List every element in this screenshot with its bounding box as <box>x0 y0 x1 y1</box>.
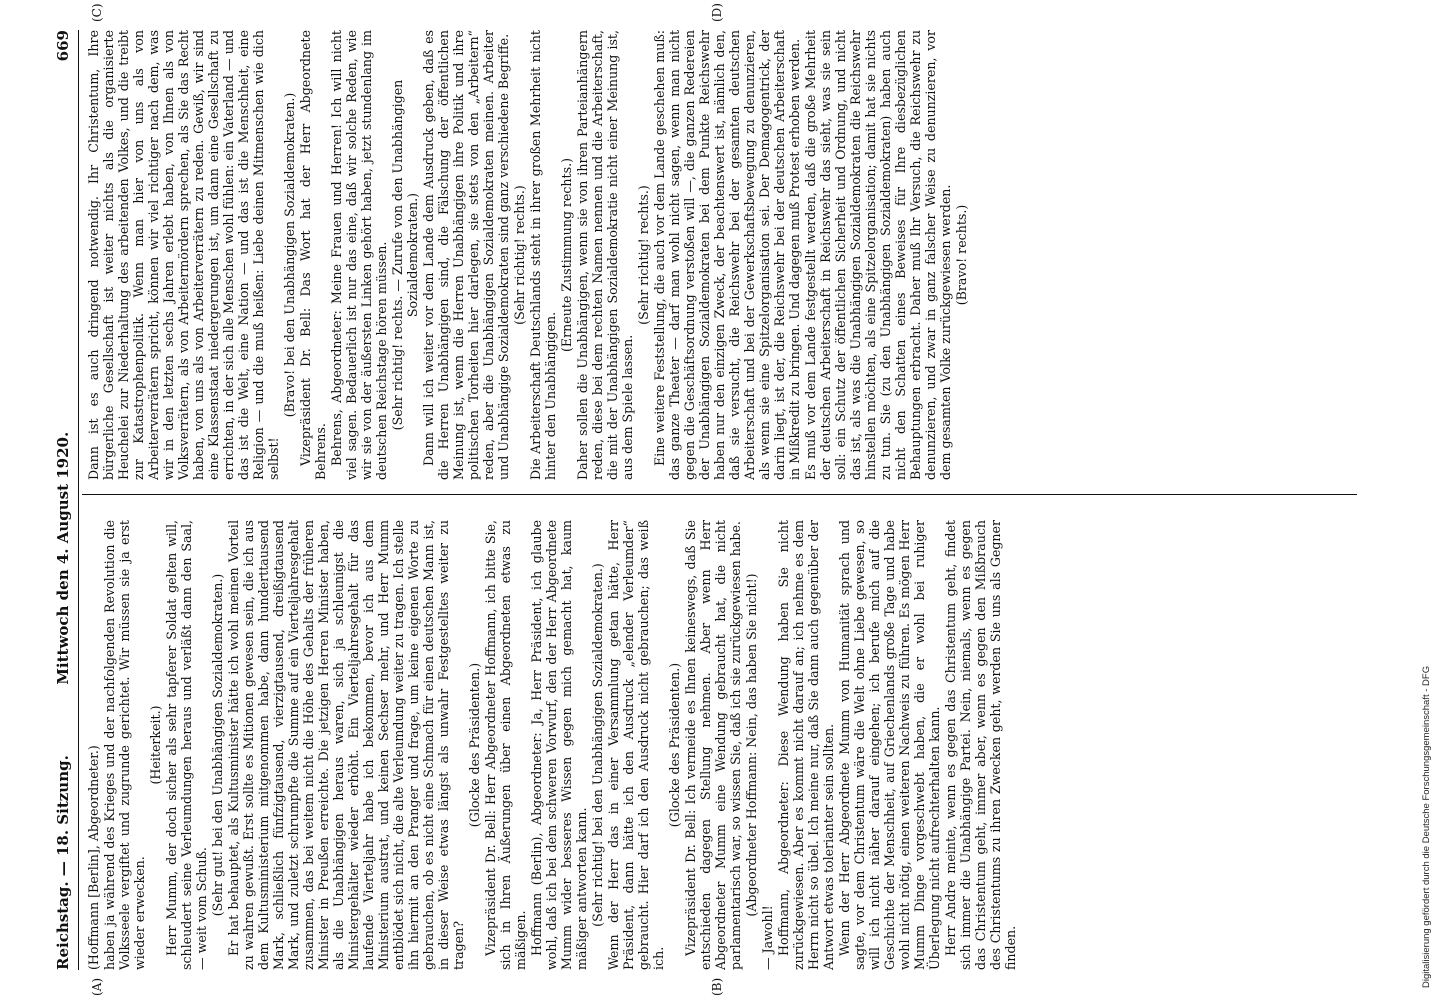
column-divider <box>82 494 1357 495</box>
page-header <box>48 30 79 970</box>
margin-marker-c: (C) <box>90 3 104 22</box>
margin-marker-a: (A) <box>90 977 104 996</box>
paragraph: Dann ist es auch dringend notwendig. Ihr Christentum, Ihre bürgerliche Gesellschaft ist weiter nichts als die organisierte Heuchelei zur Niederhaltung des arbeitenden Volkes, und die treibt zur Katastrophenpolitik. Wenn man hier von uns als von Arbeiterverrätern spricht, können wir viel richtiger nach dem, was wir in den letzten sechs Jahren erlebt haben, von Ihnen als von Volksverrätern, als von Arbeitermördern sprechen, als Sie das Recht haben, von uns als von Arbeiterverrätern zu reden. Gewiß, wir sind eine Klassenstaat niedergerungen ist, um dann eine Gesellschaft zu errichten, in der sich alle Menschen wohl fühlen: ein Vaterland — und das ist die Welt, eine Nation — und das ist die Menschheit, eine Religion — und die muß heißen: Liebe deinen Mitmenschen wie dich selbst! <box>86 30 281 480</box>
interjection: (Erneute Zustimmung rechts.) <box>559 158 574 352</box>
interjection: (Sehr richtig! rechts. — Zurufe von den Unabhängigen Sozialdemokraten.) <box>390 79 420 431</box>
speaker-paragraph: Hoffmann (Berlin), Abgeordneter: Ja, Herr Präsident, ich glaube wohl, daß ich bei dem schweren Vorwurf, den der Herr Abgeordnete Mumm wider besseres Wissen gegen mich gemacht hat, kaum mäßiger antworten kann. <box>529 520 589 970</box>
speaker-paragraph: Vizepräsident Dr. Bell: Ich vermeide es Ihnen keineswegs, daß Sie entschieden dagegen Stellung nehmen. Aber wenn Herr Abgeordneter Mumm eine Wendung gebraucht hat, die nicht parlamentarisch war, so wissen Sie, daß ich sie zurückgewiesen habe. <box>683 520 743 970</box>
speaker-paragraph: Vizepräsident Dr. Bell: Das Wort hat der Herr Abgeordnete Behrens. <box>298 30 328 480</box>
interjection: (Sehr gut! bei den Unabhängigen Sozialdemokraten.) <box>210 573 225 917</box>
interjection: (Abgeordneter Hoffmann: Nein, das haben Sie nicht!) <box>744 573 759 917</box>
speaker-continuation: (Hoffmann [Berlin], Abgeordneter.) <box>86 745 101 970</box>
interjection: (Glocke des Präsidenten.) <box>667 662 682 828</box>
margin-marker-d: (D) <box>710 3 724 22</box>
paragraph: Wenn der Herr das in einer Versammlung getan hätte, Herr Präsident, dann hätte ich den Ausdruck „elender Verleumder“ gebraucht. Hier darf ich den Ausdruck nicht gebrauchen; das weiß ich. <box>606 520 666 970</box>
margin-marker-b: (B) <box>710 977 724 996</box>
paragraph: Die Arbeiterschaft Deutschlands steht in ihrer großen Mehrheit nicht hinter den Unabhängigen. <box>528 30 558 480</box>
speaker-paragraph: Hoffmann, Abgeordneter: Diese Wendung haben Sie nicht zurückgewiesen. Aber es kommt nicht darauf an; ich nehme es dem Herrn nicht so übel. Ich meine nur, daß Sie dann auch gegenüber der Antwort etwas tolerianter sein sollten. <box>776 520 836 970</box>
paragraph: Wenn der Herr Abgeordnete Mumm von Humanität sprach und sagte, vor dem Christentum wäre die Welt ohne Liebe gewesen, so will ich nicht näher darauf eingehen; ich berufe mich auf die Geschichte der Menschheit, auf Griechenlands große Tage und habe wohl nicht nötig, einen weiteren Nachweis zu führen. Es mögen Herr Mumm Dinge vorgeschwebt haben, die er wohl bei ruhiger Überlegung nicht aufrechterhalten kann. <box>837 520 942 970</box>
interjection: (Glocke des Präsidenten.) <box>467 662 482 828</box>
paragraph: Es muß vor dem Lande festgestellt werden, daß die große Mehrheit der deutschen Arbeiterschaft in Reichswehr das sieht, was sie sein soll: ein Schutz der öffentlichen Sicherheit und Ordnung, und nicht das ist, als was die Unabhängigen Sozialdemokraten die Reichswehr hinstellen möchten, als eine Spitzelorganisation; damit hat sie nichts zu tun. Sie (zu den Unabhängigen Sozialdemokraten) haben auch nicht den Schatten eines Beweises für Ihre diesbezüglichen Behauptungen erbracht. Daher muß Ihr Versuch, die Reichswehr zu denunzieren, und zwar in ganz falscher Weise zu denunzieren, vor dem gesamten Volke zurückgewiesen werden. <box>803 30 953 480</box>
paragraph: Herr Mumm, der doch sicher als sehr tapferer Soldat gelten will, schleudert seine Verleumdungen heraus und verläßt dann den Saal, — weit vom Schuß. <box>164 520 209 970</box>
left-column <box>86 520 1356 970</box>
speaker-paragraph: Behrens, Abgeordneter: Meine Frauen und Herren! Ich will nicht viel sagen. Bedauerlich ist nur das eine, daß wir solche Reden, wie wir sie von der äußersten Linken gehört haben, jetzt stundenlang im deutschen Reichstage hören müssen. <box>329 30 389 480</box>
interjection: (Bravo! rechts.) <box>954 204 969 306</box>
interjection: (Bravo! bei den Unabhängigen Sozialdemokraten.) <box>282 92 297 418</box>
header-date: Mittwoch den 4. August 1920. <box>54 431 72 685</box>
paragraph: haben ja während des Krieges und der nachfolgenden Revolution die Volksseele vergiftet und zugrunde gerichtet. Wir müssen sie ja erst wieder erwecken. <box>102 520 147 970</box>
interjection: (Sehr richtig! rechts.) <box>636 185 651 325</box>
interjection: (Sehr richtig! rechts.) <box>512 185 527 325</box>
paragraph: Eine weitere Feststellung, die auch vor dem Lande geschehen muß: das ganze Theater — darf man wohl nicht sagen, wenn man nicht gegen die Geschäftsordnung verstoßen will —, die ganzen Redereien der Unabhängigen Sozialdemokraten bei dem Punkte Reichswehr haben nur den einzigen Zweck, der beachtenswert ist, nämlich den, daß sie versucht, die Reichswehr bei der gesamten deutschen Arbeiterschaft und bei der Gewerkschaftsbewegung zu denunzieren, als wenn sie eine Spitzelorganisation sei. Der Demagogentrick, der darin liegt, ist der, die Reichswehr bei der deutschen Arbeiterschaft in Mißkredit zu bringen. Und dagegen muß Protest erhoben werden. <box>652 30 802 480</box>
speaker-paragraph: Vizepräsident Dr. Bell: Herr Abgeordneter Hoffmann, ich bitte Sie, sich in Ihren Äußerungen über einen Abgeordneten etwas zu mäßigen. <box>483 520 528 970</box>
digitization-credit <box>1418 8 1432 988</box>
paragraph: Dann will ich weiter vor dem Lande dem Ausdruck geben, daß es die Herren Unabhängigen sind, die Fälschung der öffentlichen Meinung ist, wenn die Herren Unabhängigen ihre Politik und ihre politischen Torheiten hier darlegen, sie stets von den „Arbeitern“ reden, aber die Unabhängigen Sozialdemokraten meinen. Arbeiter und Unabhängige Sozialdemokraten sind ganz verschiedene Begriffe. <box>421 30 511 480</box>
document-page <box>20 0 1420 1000</box>
paragraph: Daher sollen die Unabhängigen, wenn sie von ihren Parteianhängern reden, diese bei dem rechten Namen nennen und die Arbeiterschaft, die mit der Unabhängigen Sozialdemokratie nicht einer Meinung ist, aus dem Spiele lassen. <box>575 30 635 480</box>
interjection: (Heiterkeit.) <box>148 705 163 785</box>
paragraph: Er hat behauptet, als Kultusminister hätte ich wohl meinen Vorteil zu wahren gewußt. Erst sollte es Mitionen gewesen sein, die ich aus dem Kultusministerium mitgenommen habe, dann hunderttausend Mark, schließlich fünfzigtausend, vierzigtausend, dreißigtausend Mark, und zuletzt schrumpfte die Summe auf ein Vierteljahresgehalt zusammen, das bei weitem nicht die Höhe des Gehalts der früheren Minister in Preußen erreichte. Die jetzigen Herren Minister haben, als die Unabhängigen heraus waren, sich ja schleunigst die Ministergehälter wieder erhöht. Ein Vierteljahresgehalt für das laufende Vierteljahr habe ich bekommen, bevor ich aus dem Ministerium austrat, und keinen Sechser mehr, und Herr Mumm entblödet sich nicht, die alte Verleumdung weiter zu tragen. Ich stelle ihn hiermit an den Pranger und frage, um keine eigenen Worte zu gebrauchen, ob es nicht eine Schmach für einen deutschen Mann ist, in dieser Weise etwas längst als unwahr Festgestelltes weiter zu tragen? <box>226 520 466 970</box>
credit-text: Digitalisierung gefördert durch die Deutsche Forschungsgemeinschaft - DFG <box>1421 665 1432 988</box>
paragraph: Herr Andre meinte, wenn es gegen das Christentum geht, findet sich immer die Unabhängige Partei. Nein, niemals, wenn es gegen das Christentum geht, immer aber, wenn es gegen den Mißbrauch des Christentums zu ihren Zwecken geht, werden Sie uns als Gegner finden. <box>943 520 1018 970</box>
paragraph: — Jawohl! <box>760 905 775 970</box>
right-column <box>86 30 1356 480</box>
interjection: (Sehr richtig! bei den Unabhängigen Sozialdemokraten.) <box>590 563 605 927</box>
header-date-and-page <box>54 30 72 685</box>
page-number: 669 <box>54 30 72 62</box>
header-session-title: Reichstag. — 18. Sitzung. <box>54 755 72 970</box>
